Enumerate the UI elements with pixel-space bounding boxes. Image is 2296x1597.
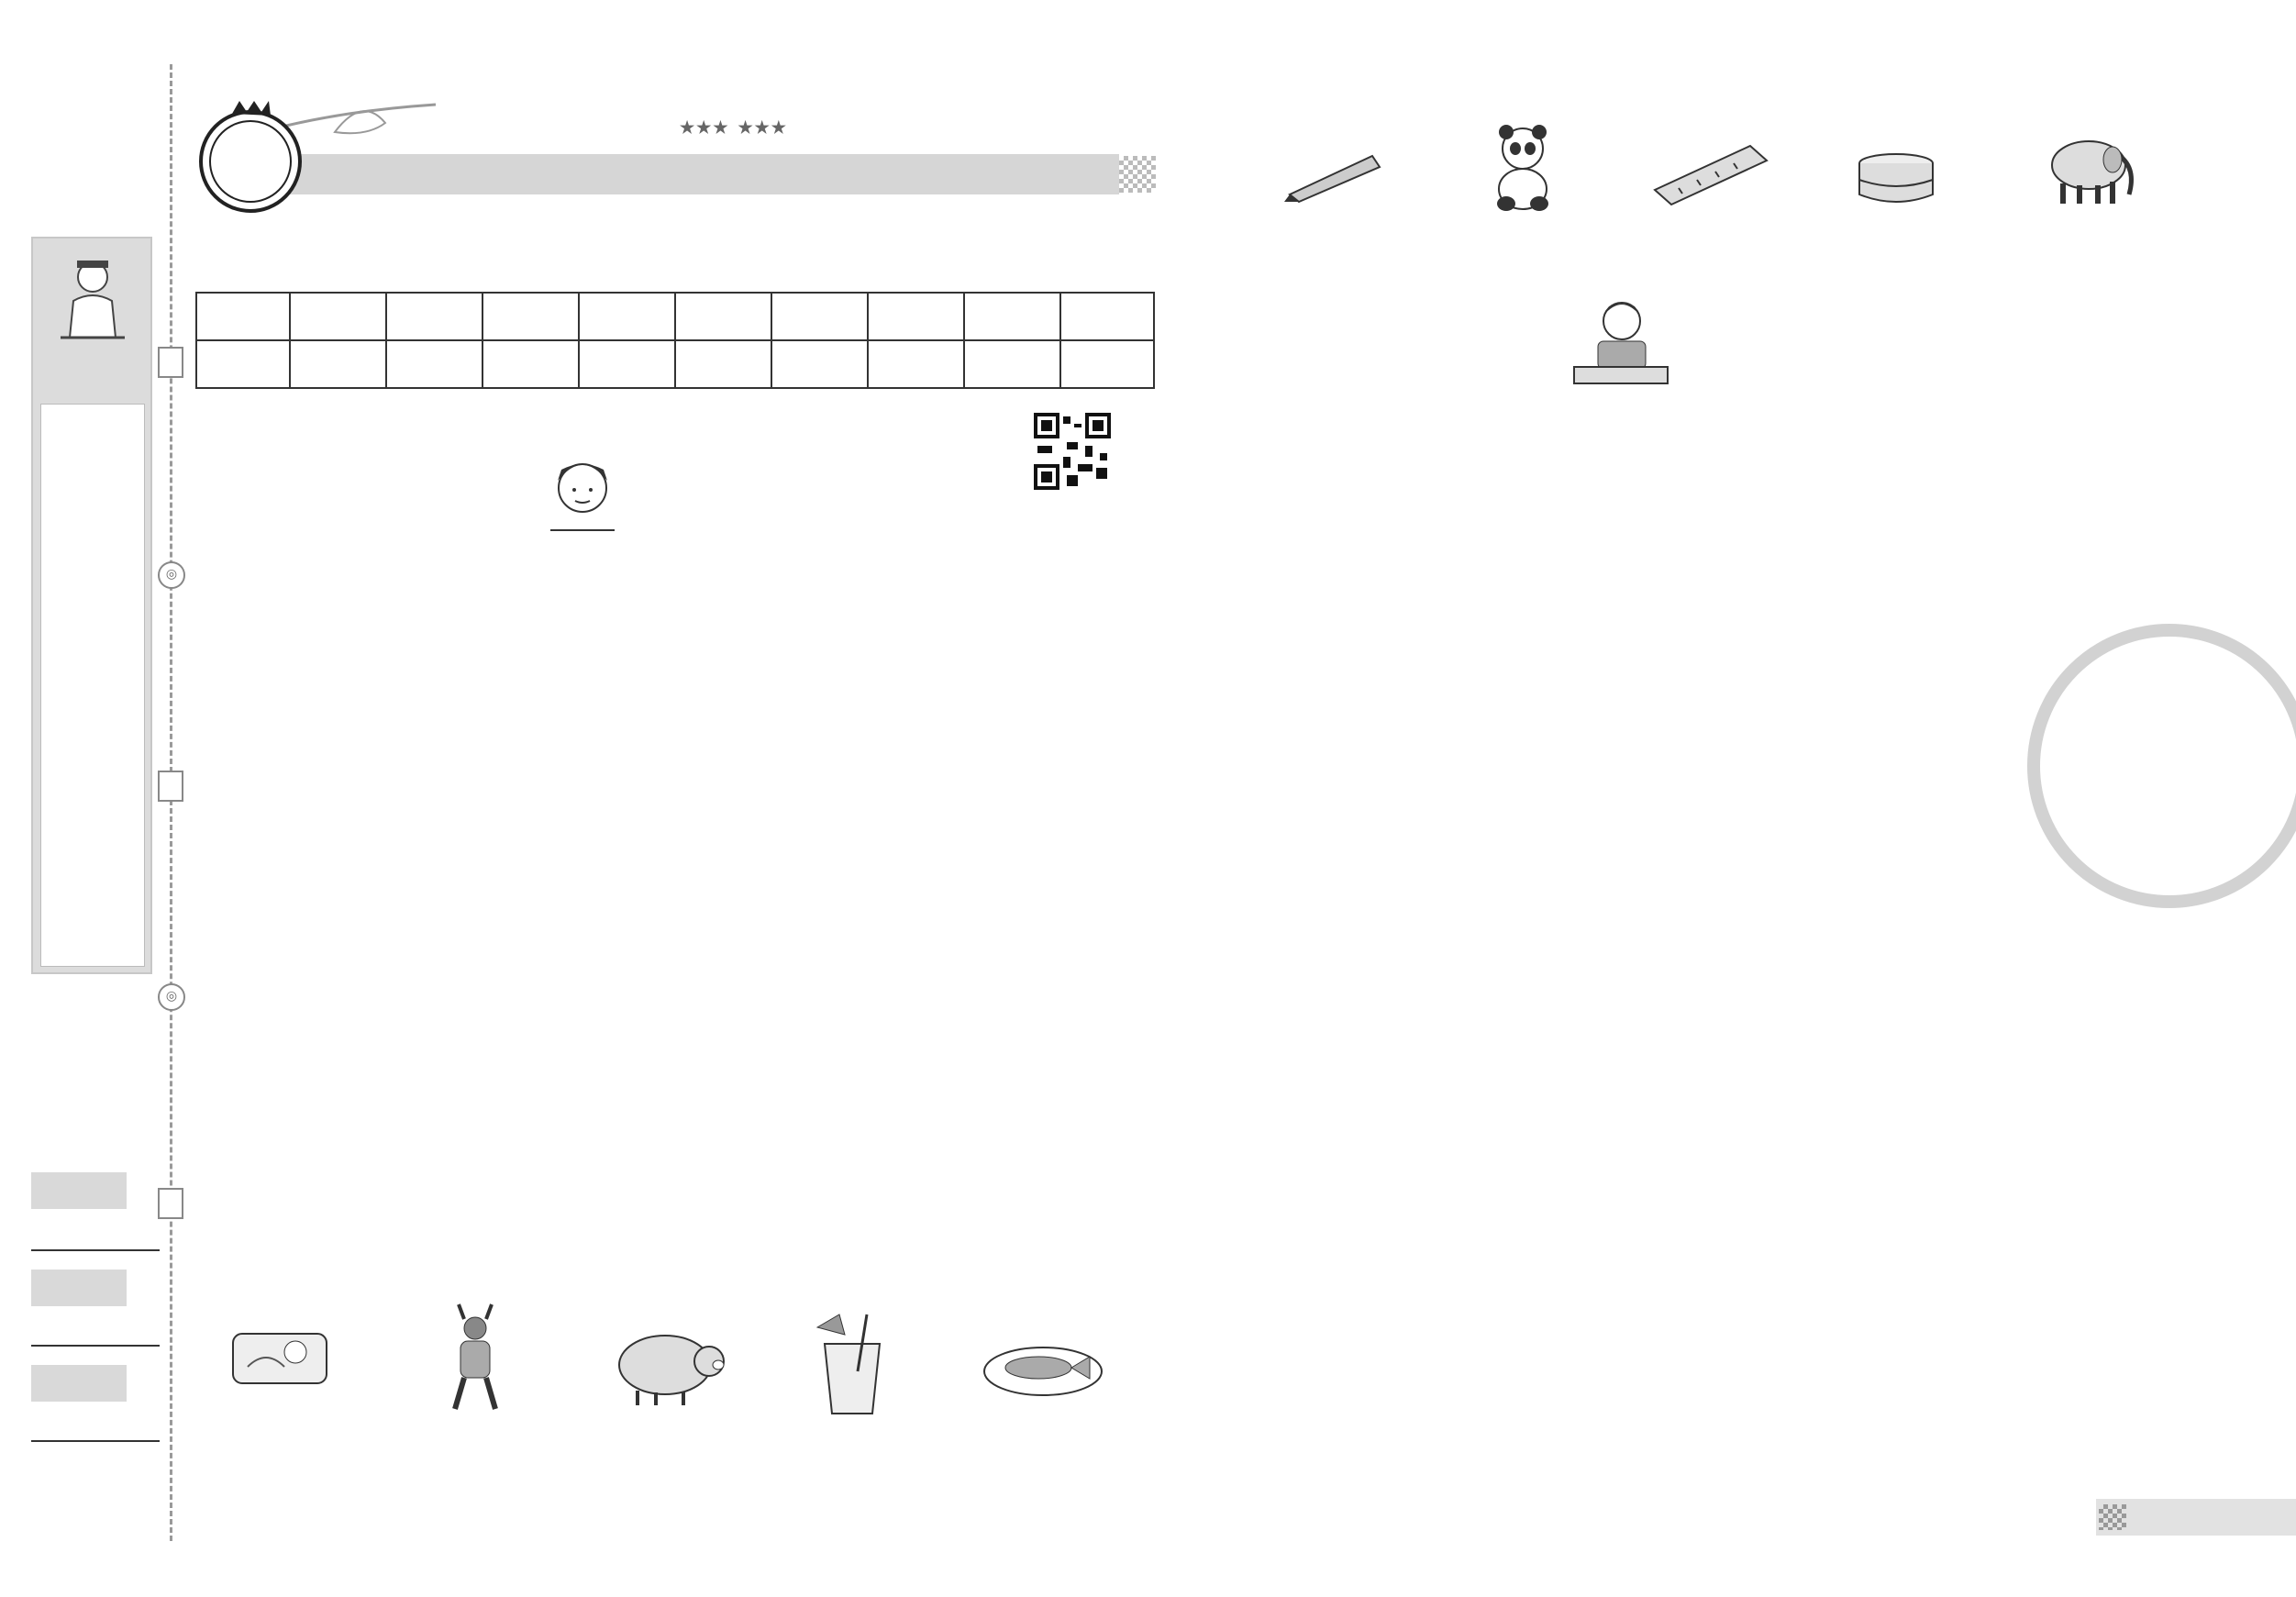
boy-headphones-icon bbox=[541, 449, 624, 532]
binding-dashed-line bbox=[170, 64, 172, 1541]
score-table bbox=[195, 292, 1155, 389]
score-cell bbox=[868, 293, 964, 340]
brand-logo-icon bbox=[195, 101, 305, 216]
score-input-cell[interactable] bbox=[290, 340, 386, 388]
star-icon: ★★★ bbox=[738, 118, 788, 138]
score-input-cell[interactable] bbox=[1060, 340, 1154, 388]
paper-series bbox=[633, 112, 835, 139]
boy-writing-icon bbox=[1570, 295, 1671, 387]
cut-mark-line bbox=[158, 347, 183, 378]
ribbon-pattern bbox=[1119, 156, 1156, 193]
name-field-line[interactable] bbox=[31, 1249, 160, 1251]
motto-panel bbox=[31, 237, 152, 974]
score-input-cell[interactable] bbox=[771, 340, 868, 388]
school-field-line[interactable] bbox=[31, 1440, 160, 1442]
cut-mark-secret bbox=[158, 1188, 183, 1219]
name-field-label bbox=[31, 1172, 127, 1209]
qr-code-icon[interactable] bbox=[1034, 413, 1111, 490]
child-stretching-picture bbox=[438, 1301, 512, 1415]
score-cell bbox=[579, 293, 675, 340]
score-cell bbox=[386, 293, 482, 340]
class-field-label bbox=[31, 1270, 127, 1306]
score-input-cell[interactable] bbox=[675, 340, 771, 388]
corner-badge-pattern bbox=[2099, 1504, 2126, 1530]
score-table-score-row bbox=[196, 340, 1154, 388]
cake-picture bbox=[1855, 147, 1937, 211]
star-icon: ★★★ bbox=[680, 118, 730, 138]
score-cell bbox=[964, 293, 1060, 340]
confidential-seal bbox=[2027, 624, 2296, 908]
score-cell bbox=[196, 340, 290, 388]
score-input-cell[interactable] bbox=[386, 340, 482, 388]
score-cell bbox=[771, 293, 868, 340]
score-input-cell[interactable] bbox=[964, 340, 1060, 388]
elephant-picture bbox=[2041, 128, 2142, 206]
score-cell bbox=[675, 293, 771, 340]
binding-hole-icon: ◎ bbox=[158, 983, 185, 1011]
juice-picture bbox=[812, 1307, 894, 1417]
ruler-picture bbox=[1651, 142, 1770, 206]
class-field-line[interactable] bbox=[31, 1345, 160, 1347]
scholar-icon bbox=[61, 250, 125, 341]
pencil-box-picture bbox=[229, 1321, 330, 1394]
title-ribbon bbox=[275, 154, 1119, 194]
score-input-cell[interactable] bbox=[868, 340, 964, 388]
binding-hole-icon: ◎ bbox=[158, 561, 185, 589]
score-cell bbox=[196, 293, 290, 340]
score-input-cell[interactable] bbox=[482, 340, 579, 388]
cut-mark-seal bbox=[158, 771, 183, 802]
score-input-cell[interactable] bbox=[579, 340, 675, 388]
score-cell bbox=[290, 293, 386, 340]
score-cell bbox=[482, 293, 579, 340]
motto-text-box bbox=[40, 404, 145, 967]
pig-picture bbox=[610, 1321, 729, 1408]
pen-picture bbox=[1284, 139, 1385, 204]
score-cell bbox=[1060, 293, 1154, 340]
fish-dish-picture bbox=[982, 1335, 1105, 1399]
school-field-label bbox=[31, 1365, 127, 1402]
panda-picture bbox=[1486, 121, 1559, 213]
score-table-header-row bbox=[196, 293, 1154, 340]
